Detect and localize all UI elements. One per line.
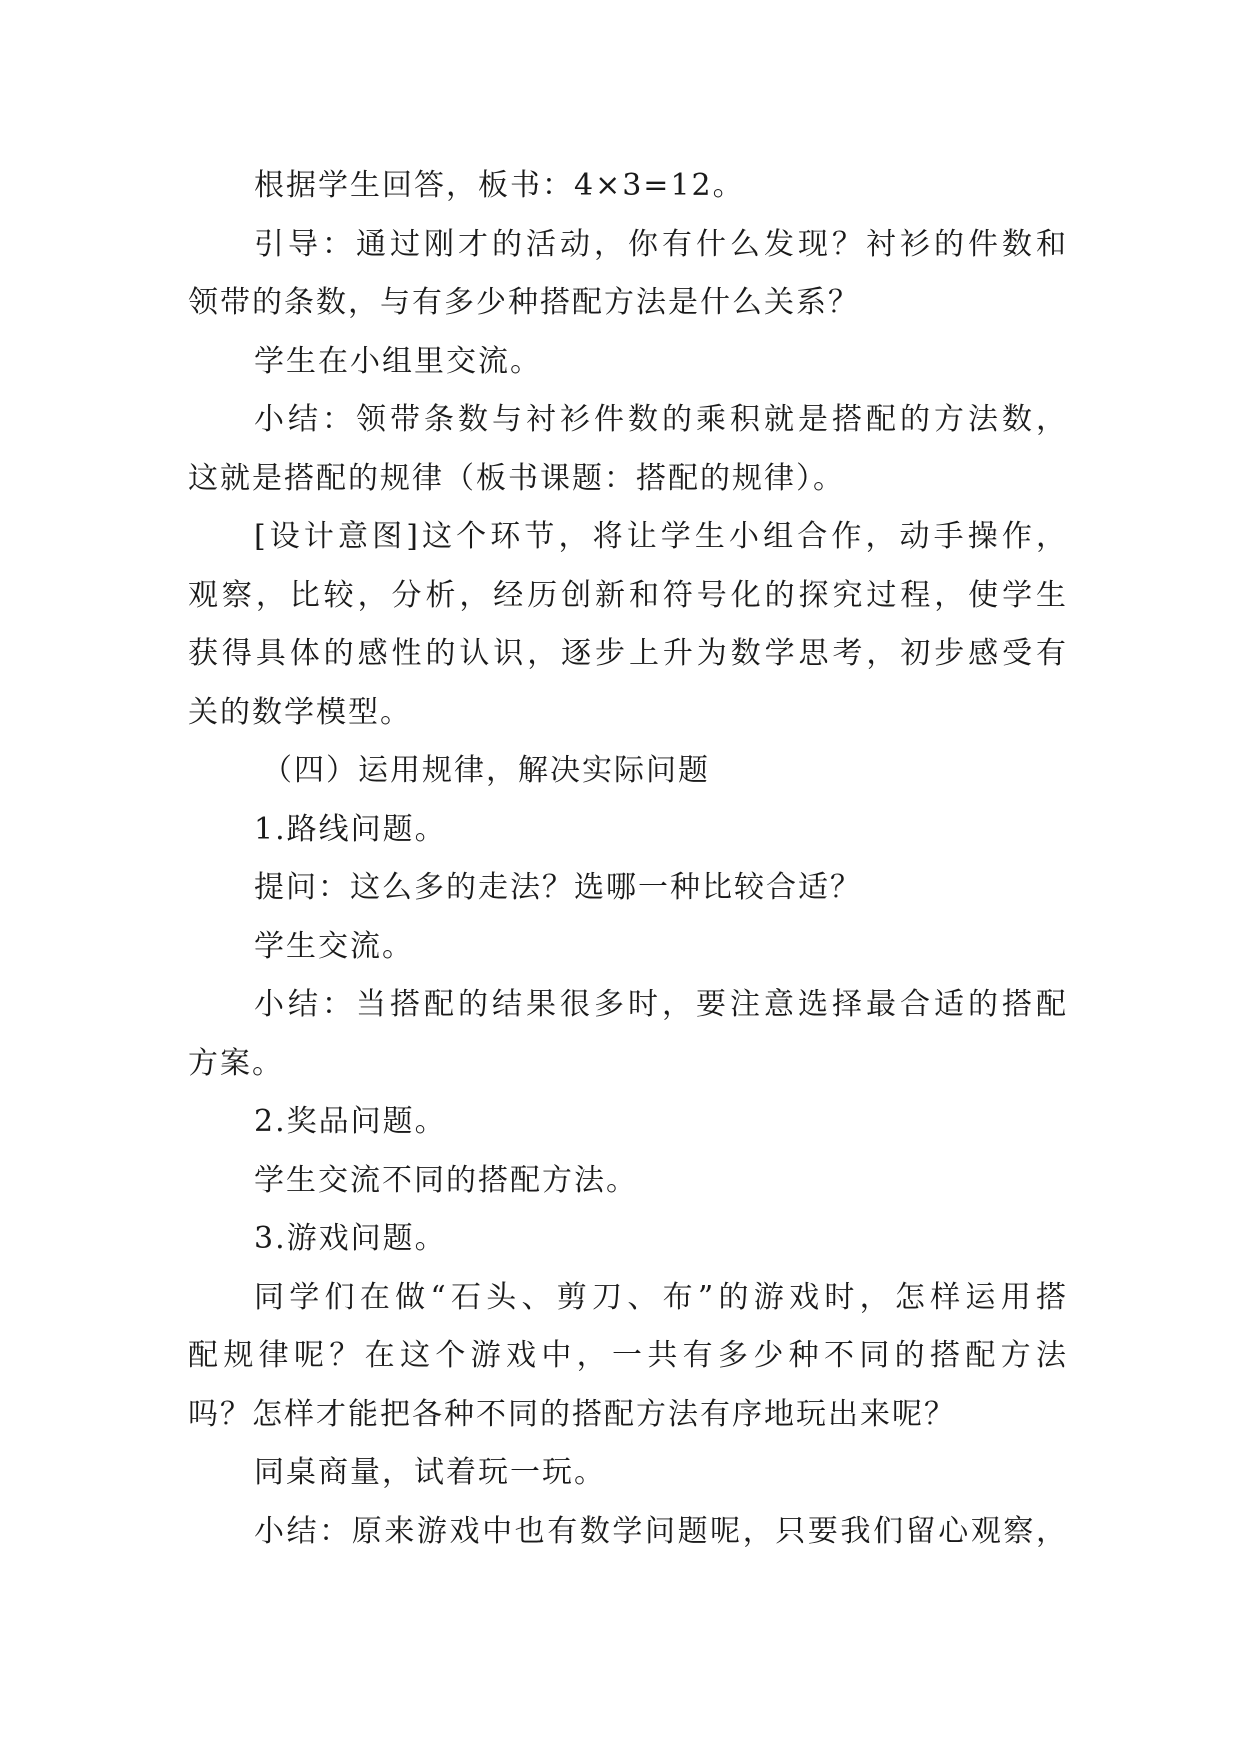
- text-line: 观察，比较，分析，经历创新和符号化的探究过程，使学生: [188, 577, 1068, 613]
- text-line: 关的数学模型。: [188, 694, 412, 730]
- text-line: 根据学生回答，板书：4×3=12。: [254, 168, 745, 203]
- text-line: 小结：当搭配的结果很多时，要注意选择最合适的搭配: [254, 987, 1068, 1022]
- text-line: 学生交流不同的搭配方法。: [254, 1162, 638, 1198]
- text-line: 小结：领带条数与衬衫件数的乘积就是搭配的方法数，: [254, 402, 1068, 437]
- text-line: [设计意图]这个环节，将让学生小组合作，动手操作，: [254, 519, 1068, 554]
- text-line: 这就是搭配的规律（板书课题：搭配的规律）。: [188, 460, 845, 496]
- text-line: 学生交流。: [254, 928, 414, 964]
- text-line: 小结：原来游戏中也有数学问题呢，只要我们留心观察，: [254, 1513, 1068, 1549]
- text-line: 方案。: [188, 1045, 284, 1081]
- document-body: [188, 157, 1068, 1561]
- subheading: 1.路线问题。: [254, 811, 447, 847]
- text-line: 引导：通过刚才的活动，你有什么发现？衬衫的件数和: [254, 226, 1068, 262]
- text-line: 学生在小组里交流。: [254, 343, 542, 379]
- text-line: 提问：这么多的走法？选哪一种比较合适？: [254, 870, 862, 905]
- text-line: 领带的条数，与有多少种搭配方法是什么关系？: [188, 285, 860, 320]
- text-line: 同学们在做“石头、剪刀、布”的游戏时，怎样运用搭: [254, 1279, 1068, 1315]
- text-line: 配规律呢？在这个游戏中，一共有多少种不同的搭配方法: [188, 1338, 1068, 1373]
- section-heading: （四）运用规律，解决实际问题: [262, 753, 710, 788]
- text-line: 同桌商量，试着玩一玩。: [254, 1455, 606, 1490]
- text-line: 吗？怎样才能把各种不同的搭配方法有序地玩出来呢？: [188, 1396, 956, 1432]
- subheading: 3.游戏问题。: [254, 1221, 447, 1256]
- text-line: 获得具体的感性的认识，逐步上升为数学思考，初步感受有: [188, 636, 1068, 671]
- subheading: 2.奖品问题。: [254, 1104, 447, 1139]
